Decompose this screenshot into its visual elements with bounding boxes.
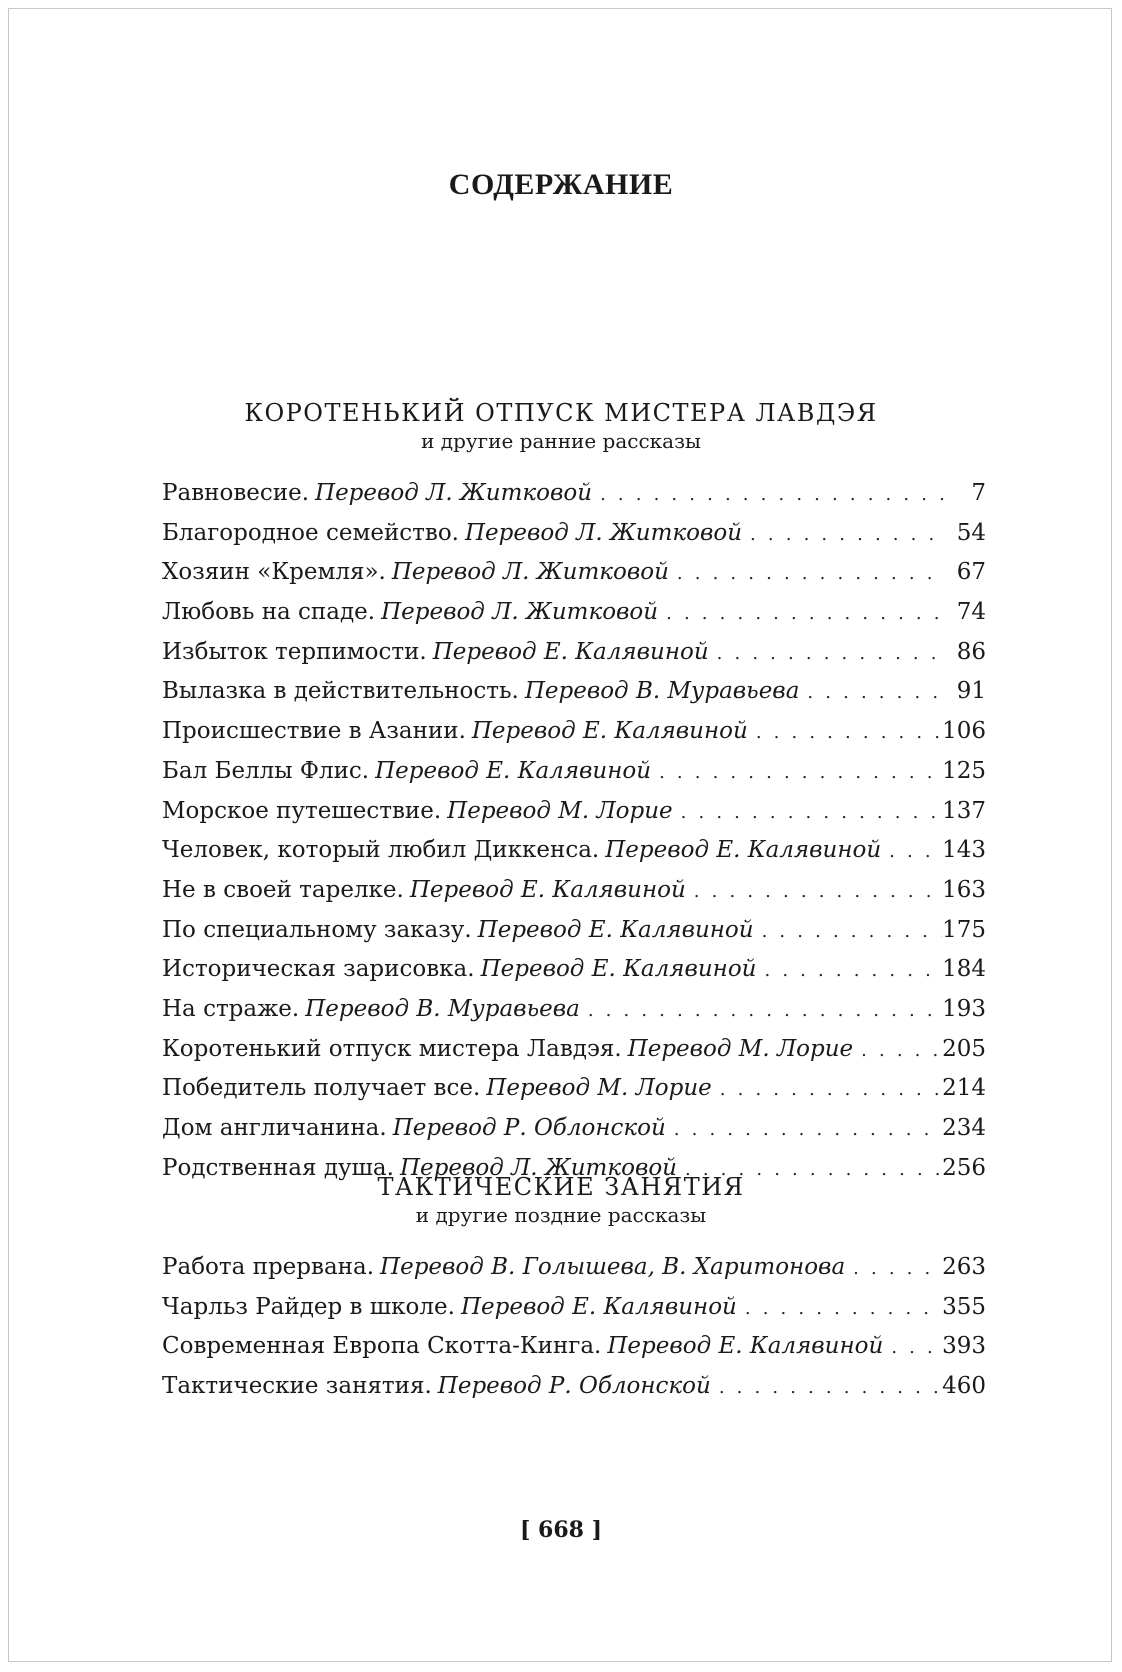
- entry-page-number: 67: [956, 559, 986, 586]
- entry-translator: Перевод Е. Калявиной: [432, 638, 709, 665]
- toc-entry[interactable]: [162, 752, 986, 792]
- entry-translator: Перевод Е. Калявиной: [480, 956, 757, 983]
- entry-translator: Перевод Е. Калявиной: [605, 837, 882, 864]
- toc-entry[interactable]: [162, 911, 986, 951]
- section-title: ТАКТИЧЕСКИЕ ЗАНЯТИЯ: [377, 1173, 745, 1201]
- entry-title: Тактические занятия.: [162, 1373, 432, 1400]
- entry-title: По специальному заказу.: [162, 916, 472, 943]
- dot-leader: [658, 594, 946, 634]
- entry-translator: Перевод В. Голышева, В. Харитонова: [380, 1254, 846, 1280]
- dot-leader: [666, 1110, 942, 1150]
- entry-page-number: 86: [956, 638, 986, 665]
- entry-title: Морское путешествие.: [162, 797, 442, 824]
- entry-translator: Перевод М. Лорие: [627, 1035, 854, 1062]
- toc-entry[interactable]: [162, 1248, 986, 1288]
- toc-entry[interactable]: [162, 990, 986, 1030]
- toc-entry[interactable]: [162, 553, 986, 593]
- entry-title: Избыток терпимости.: [162, 638, 427, 665]
- entry-page-number: 193: [942, 995, 986, 1022]
- entry-translator: Перевод Е. Калявиной: [607, 1333, 884, 1360]
- entry-page-number: 184: [942, 956, 986, 983]
- entry-translator: Перевод Е. Калявиной: [460, 1293, 737, 1320]
- toc-entry[interactable]: [162, 1288, 986, 1328]
- dot-leader: [754, 912, 943, 952]
- toc-entry[interactable]: [162, 950, 986, 990]
- toc-entry[interactable]: [162, 831, 986, 871]
- entry-page-number: 256: [942, 1154, 986, 1181]
- entry-title: Хозяин «Кремля».: [162, 559, 386, 586]
- entry-page-number: 106: [942, 718, 986, 745]
- toc-entry[interactable]: [162, 514, 986, 554]
- dot-leader: [709, 634, 946, 674]
- entry-title: На страже.: [162, 995, 300, 1022]
- toc-entry[interactable]: [162, 1367, 986, 1407]
- dot-leader: [757, 951, 943, 991]
- entry-page-number: 163: [942, 876, 986, 903]
- entry-translator: Перевод Л. Житковой: [381, 599, 659, 626]
- toc-entry[interactable]: [162, 792, 986, 832]
- dot-leader: [799, 673, 946, 713]
- entry-translator: Перевод Е. Калявиной: [471, 718, 748, 745]
- dot-leader: [592, 475, 946, 515]
- entry-translator: Перевод В. Муравьева: [305, 995, 580, 1022]
- entry-page-number: 91: [956, 678, 986, 705]
- page-title: СОДЕРЖАНИЕ: [448, 168, 674, 201]
- entry-page-number: 175: [942, 916, 986, 943]
- dot-leader: [742, 515, 946, 555]
- entry-title: Работа прервана.: [162, 1254, 375, 1280]
- entry-title: Не в своей тарелке.: [162, 876, 404, 903]
- entry-page-number: 137: [942, 797, 986, 824]
- entry-page-number: 263: [942, 1254, 986, 1280]
- dot-leader: [686, 872, 942, 912]
- entry-translator: Перевод Р. Облонской: [392, 1115, 666, 1141]
- dot-leader: [883, 1328, 942, 1368]
- entry-title: Современная Европа Скотта-Кинга.: [162, 1333, 602, 1360]
- toc-entry[interactable]: [162, 1109, 986, 1149]
- dot-leader: [737, 1289, 942, 1329]
- entry-page-number: 460: [942, 1373, 986, 1400]
- entry-translator: Перевод М. Лорие: [486, 1075, 712, 1102]
- dot-leader: [580, 991, 942, 1031]
- entry-translator: Перевод Л. Житковой: [391, 559, 669, 586]
- section-header-late-stories: [0, 1172, 1122, 1228]
- toc-entry[interactable]: [162, 871, 986, 911]
- toc-entry[interactable]: [162, 593, 986, 633]
- entry-page-number: 214: [942, 1075, 986, 1102]
- toc-entry[interactable]: [162, 1069, 986, 1109]
- section-title: КОРОТЕНЬКИЙ ОТПУСК МИСТЕРА ЛАВДЭЯ: [244, 399, 878, 427]
- dot-leader: [853, 1031, 942, 1071]
- toc-entry[interactable]: [162, 1030, 986, 1070]
- entry-title: Человек, который любил Диккенса.: [162, 837, 600, 864]
- entry-title: Вылазка в действительность.: [162, 678, 519, 705]
- entry-title: Благородное семейство.: [162, 519, 459, 546]
- dot-leader: [651, 753, 942, 793]
- section-subtitle: и другие ранние рассказы: [421, 429, 701, 453]
- entry-title: Родственная душа.: [162, 1154, 394, 1181]
- toc-entry[interactable]: [162, 1327, 986, 1367]
- entry-title: Чарльз Райдер в школе.: [162, 1293, 455, 1320]
- entry-page-number: 74: [956, 599, 986, 626]
- entry-page-number: 205: [942, 1035, 986, 1062]
- section-subtitle: и другие поздние рассказы: [415, 1203, 707, 1227]
- section-header-early-stories: [0, 398, 1122, 454]
- entry-page-number: 7: [971, 480, 986, 506]
- entry-page-number: 143: [942, 837, 986, 864]
- entry-title: Историческая зарисовка.: [162, 956, 475, 983]
- toc-entry[interactable]: [162, 712, 986, 752]
- toc-entry[interactable]: [162, 672, 986, 712]
- dot-leader: [673, 793, 942, 833]
- entry-page-number: 234: [942, 1115, 986, 1141]
- entry-title: Равновесие.: [162, 480, 310, 506]
- entry-page-number: 393: [942, 1333, 986, 1360]
- entry-title: Коротенький отпуск мистера Лавдэя.: [162, 1035, 622, 1062]
- dot-leader: [711, 1368, 942, 1408]
- toc-entry[interactable]: [162, 633, 986, 673]
- entry-translator: Перевод Л. Житковой: [465, 519, 743, 546]
- toc-list-late-stories: [162, 1248, 986, 1407]
- entry-translator: Перевод Л. Житковой: [399, 1154, 677, 1181]
- toc-list-early-stories: [162, 474, 986, 1188]
- entry-translator: Перевод Е. Калявиной: [375, 757, 652, 784]
- entry-title: Любовь на спаде.: [162, 599, 376, 626]
- entry-translator: Перевод М. Лорие: [447, 797, 673, 824]
- entry-page-number: 54: [956, 519, 986, 546]
- toc-entry[interactable]: [162, 474, 986, 514]
- entry-title: Дом англичанина.: [162, 1115, 387, 1141]
- dot-leader: [748, 713, 942, 753]
- entry-translator: Перевод Л. Житковой: [315, 480, 593, 506]
- page-number: [ 668 ]: [519, 1517, 603, 1543]
- entry-title: Победитель получает все.: [162, 1075, 481, 1102]
- dot-leader: [669, 554, 946, 594]
- entry-page-number: 355: [942, 1293, 986, 1320]
- entry-title: Бал Беллы Флис.: [162, 757, 370, 784]
- entry-page-number: 125: [942, 757, 986, 784]
- entry-translator: Перевод Е. Калявиной: [409, 876, 686, 903]
- entry-translator: Перевод Р. Облонской: [437, 1373, 711, 1400]
- dot-leader: [712, 1070, 942, 1110]
- entry-title: Происшествие в Азании.: [162, 718, 466, 745]
- entry-translator: Перевод Е. Калявиной: [477, 916, 754, 943]
- entry-translator: Перевод В. Муравьева: [524, 678, 800, 705]
- dot-leader: [845, 1249, 942, 1289]
- dot-leader: [881, 832, 942, 872]
